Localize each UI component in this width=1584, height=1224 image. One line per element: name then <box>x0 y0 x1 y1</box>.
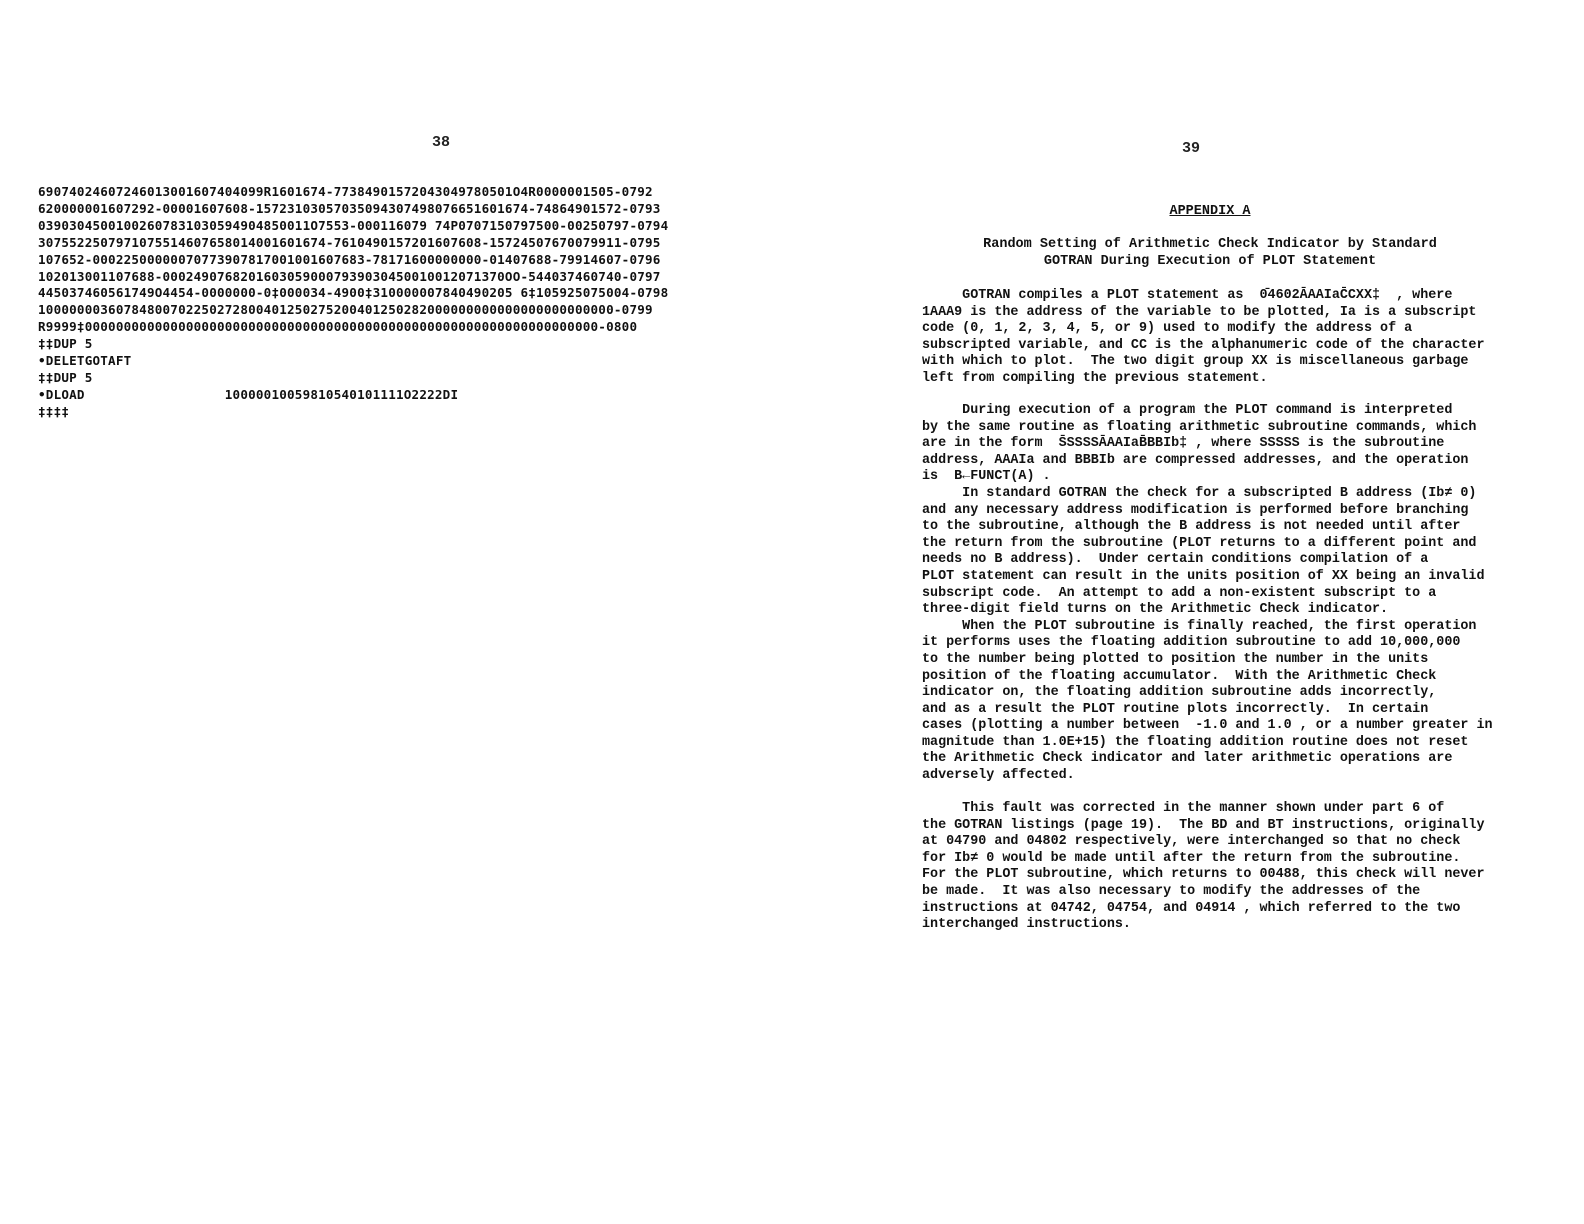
right-page <box>900 0 1584 1224</box>
listing-line: 03903045001002607831030594904850011O7553-000116079 74P0707150797500-00250797-0794 <box>38 217 669 233</box>
listing-line: •DELETGOTAFT <box>38 353 132 369</box>
listing-line: 445037460561749O4454-0000000-0‡000034-4900‡310000007840490205 6‡105925075004-0798 <box>38 285 669 301</box>
paragraph-correction: This fault was corrected in the manner shown under part 6 of the GOTRAN listings (page 19). The BD and BT instructions, originally at 04790 and 04802 respectively, were interchanged so that no check for Ib≠ 0 would be made until after the return from the subroutine. For the PLOT subroutine, which returns to 00488, this check will never be made. It was also necessary to modify the addresses of the instructions at 04742, 04754, and 04914 , which referred to the two interchanged instructions. <box>922 801 1485 933</box>
appendix-title: APPENDIX A <box>1169 204 1251 219</box>
listing-line: 3075522507971075514607658014001601674-7610490157201607608-15724507670079911-0795 <box>38 234 661 250</box>
listing-line: 69074024607246013001607404099R1601674-77384901572043049780501O4R0000001505-0792 <box>38 184 653 199</box>
subtitle-line-1: Random Setting of Arithmetic Check Indicator by Standard <box>983 237 1437 252</box>
listing-line: ‡‡DUP 5 <box>38 369 93 385</box>
card-listing <box>38 184 668 421</box>
subtitle-line-2: GOTRAN During Execution of PLOT Statement <box>1043 254 1377 269</box>
left-page-number: 38 <box>432 134 451 151</box>
listing-line: ‡‡‡‡ <box>38 403 70 419</box>
listing-line: 102013001107688-00024907682016030590007939030450010012071370OO-544037460740-0797 <box>38 268 661 284</box>
appendix-subtitle <box>900 236 1520 270</box>
paragraph-compile: GOTRAN compiles a PLOT statement as 0̄4602ĀAAIaC̄CXX‡ , where 1AAA9 is the address of the variable to be plotted, Ia is a subscript code (0, 1, 2, 3, 4, 5, or 9) used to modify the address of a subscripted variable, and CC is the alphanumeric code of the character with which to plot. The two digit group XX is miscellaneous garbage left from compiling the previous statement. <box>922 288 1485 386</box>
paragraph-execution: During execution of a program the PLOT command is interpreted by the same routine as floating arithmetic subroutine commands, which are in the form S̄SSSSĀAAIaB̄BBIb‡ , where SSSSS is the subroutine address, AAAIa and BBBIb are compressed addresses, and the operation is B←FUNCT(A) . In standard GOTRAN the check for a subscripted B address (Ib≠ 0) and any necessary address modification is performed before branching to the subroutine, although the B address is not needed until after the return from the subroutine (PLOT returns to a different point and needs no B address). Under certain conditions compilation of a PLOT statement can result in the units position of XX being an invalid subscript code. An attempt to add a non-existent subscript to a three-digit field turns on the Arithmetic Check indicator. When the PLOT subroutine is finally reached, the first operation it performs uses the floating addition subroutine to add 10,000,000 to the number being plotted to position the number in the units position of the floating accumulator. With the Arithmetic Check indicator on, the floating addition subroutine adds incorrectly, and as a result the PLOT routine plots incorrectly. In certain cases (plotting a number between -1.0 and 1.0 , or a number greater in magnitude than 1.0E+15) the floating addition routine does not reset the Arithmetic Check indicator and later arithmetic operations are adversely affected. <box>922 403 1493 784</box>
listing-line: R9999‡000000000000000000000000000000000000000000000000000000000000000000-0800 <box>38 319 638 335</box>
listing-line: 620000001607292-00001607608-15723103057035094307498076651601674-74864901572-0793 <box>38 200 661 216</box>
listing-line: 10000000360784800702250272800401250275200401250282000000000000000000000000-0799 <box>38 302 653 318</box>
listing-line: ‡‡DUP 5 <box>38 336 93 352</box>
listing-line: 107652-00022500000070773907817001001607683-78171600000000-01407688-79914607-0796 <box>38 251 661 267</box>
listing-line: •DLOAD 10000010059810540101111O2222DI <box>38 386 459 402</box>
right-page-number: 39 <box>1182 140 1201 157</box>
